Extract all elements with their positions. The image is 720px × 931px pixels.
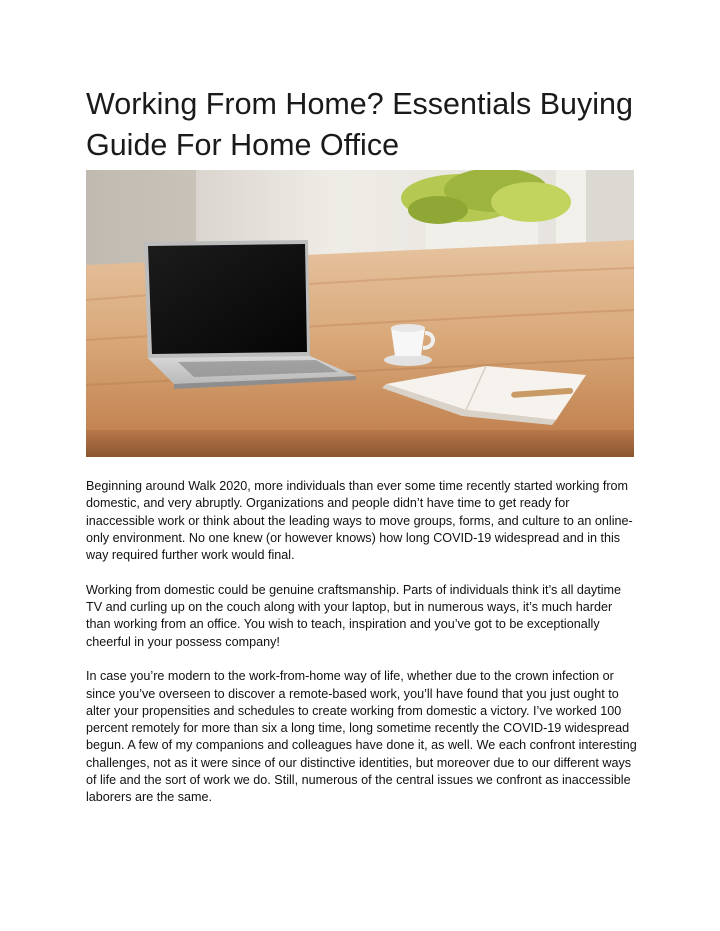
page-title: Working From Home? Essentials Buying Guide For Home Office (86, 87, 633, 162)
paragraph: Beginning around Walk 2020, more individuals than ever some time recently started working from domestic, and very abruptly. Organizations and people didn’t have time to get ready for inaccessible work or think about the leading ways to move groups, forms, and culture to an online-only environment. No one knew (or however knows) how long COVID-19 widespread and in this way required further work would final. (86, 479, 633, 563)
paragraph: In case you’re modern to the work-from-home way of life, whether due to the crown infection or since you’ve overseen to discover a remote-based work, you’ll have found that you just ought to alter your propensities and schedules to create working from domestic a victory. I’ve worked 100 percent remotely for more than six a long time, long sometime recently the COVID-19 widespread begun. A few of my companions and colleagues have done it, as well. We each confront interesting challenges, not as it were since of our distinctive identities, but moreover due to our different ways of life and the sort of work we do. Still, numerous of the central issues we confront as inaccessible laborers are the same. (86, 669, 637, 805)
article-body (86, 478, 638, 824)
laptop-screen (148, 244, 307, 354)
laptop-on-wooden-desk-photo (86, 170, 634, 457)
paragraph: Working from domestic could be genuine craftsmanship. Parts of individuals think it’s all daytime TV and curling up on the couch along with your laptop, but in numerous ways, it’s much harder than working from an office. You wish to teach, inspiration and you’ve got to be exceptionally cheerful in your possess company! (86, 582, 622, 649)
